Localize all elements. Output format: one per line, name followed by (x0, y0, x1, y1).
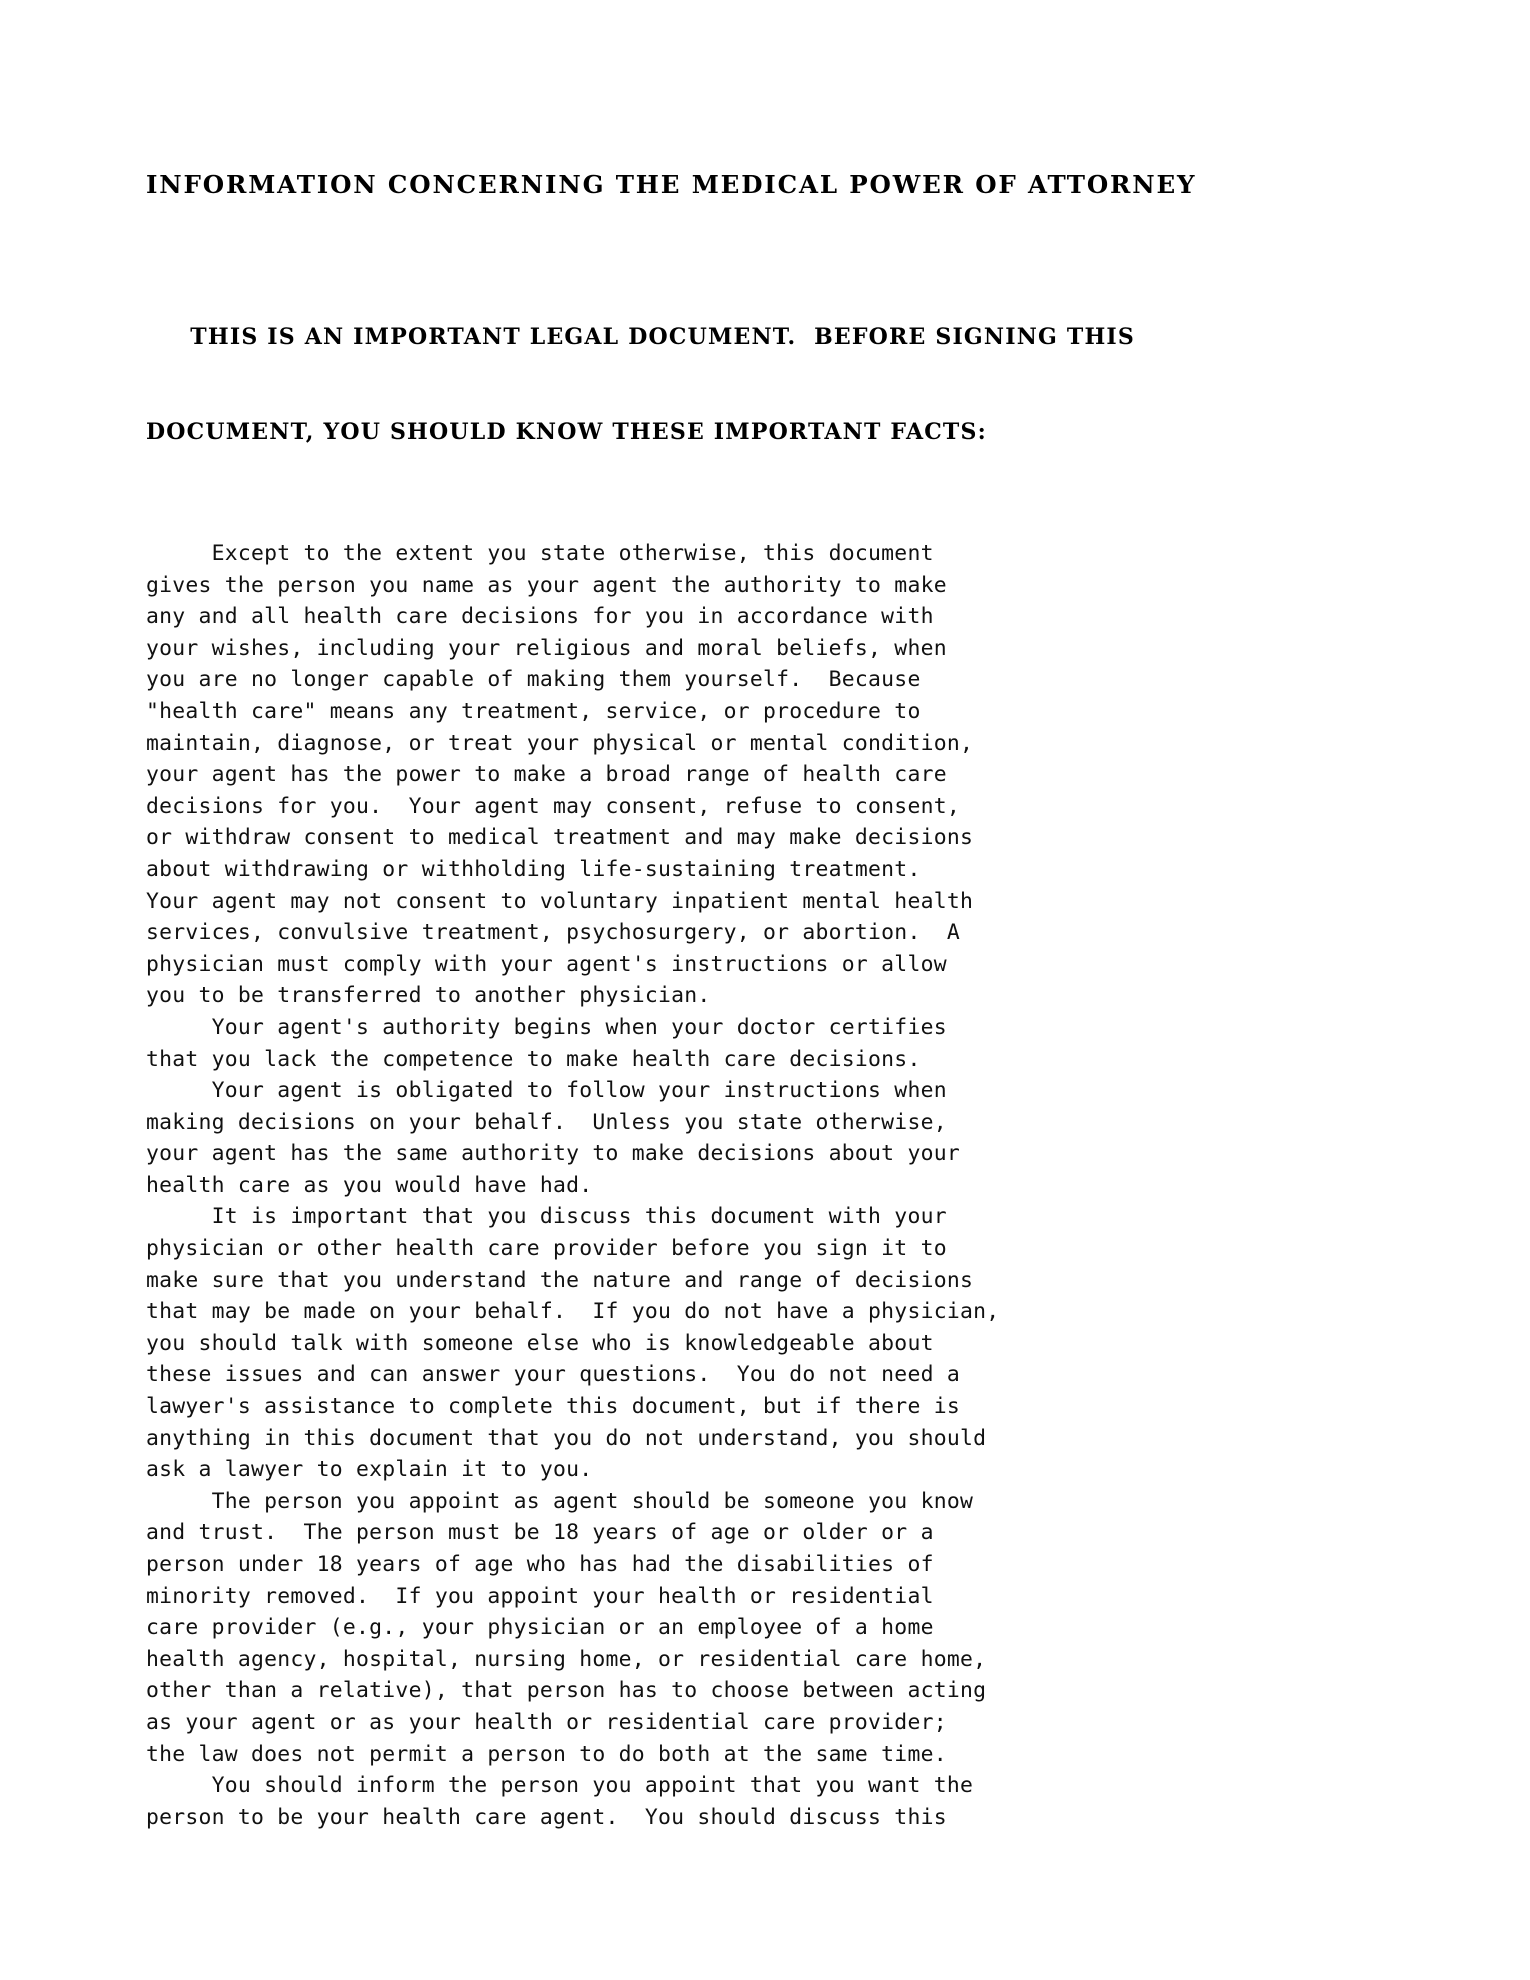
body-line: It is important that you discuss this document with your (146, 1204, 947, 1230)
body-line: about withdrawing or withholding life-sustaining treatment. (146, 856, 921, 882)
important-notice-line: DOCUMENT, YOU SHOULD KNOW THESE IMPORTANT FACTS: (146, 418, 987, 445)
body-line: physician or other health care provider before you sign it to (146, 1236, 947, 1262)
body-line: lawyer's assistance to complete this document, but if there is (146, 1394, 960, 1420)
document-body (146, 538, 1066, 1833)
body-line: any and all health care decisions for you in accordance with (146, 604, 934, 630)
body-line: care provider (e.g., your physician or an employee of a home (146, 1615, 934, 1641)
body-line: person to be your health care agent. You should discuss this (146, 1804, 947, 1830)
body-line: decisions for you. Your agent may consent, refuse to consent, (146, 793, 960, 819)
body-line: you to be transferred to another physician. (146, 983, 711, 1009)
body-line: the law does not permit a person to do both at the same time. (146, 1741, 947, 1767)
body-line: make sure that you understand the nature and range of decisions (146, 1267, 974, 1293)
body-line: your agent has the same authority to make decisions about your (146, 1141, 960, 1167)
body-line: that you lack the competence to make health care decisions. (146, 1046, 921, 1072)
body-line: and trust. The person must be 18 years of age or older or a (146, 1520, 934, 1546)
body-line: ask a lawyer to explain it to you. (146, 1457, 593, 1483)
body-line: Your agent is obligated to follow your instructions when (146, 1078, 947, 1104)
body-line: other than a relative), that person has to choose between acting (146, 1678, 987, 1704)
body-line: as your agent or as your health or residential care provider; (146, 1709, 947, 1735)
body-line: or withdraw consent to medical treatment and may make decisions (146, 825, 974, 851)
body-line: "health care" means any treatment, service, or procedure to (146, 698, 921, 724)
body-line: minority removed. If you appoint your health or residential (146, 1583, 934, 1609)
body-line: The person you appoint as agent should be someone you know (146, 1488, 974, 1514)
body-line: your agent has the power to make a broad range of health care (146, 762, 947, 788)
body-line: physician must comply with your agent's instructions or allow (146, 951, 947, 977)
body-line: You should inform the person you appoint that you want the (146, 1773, 974, 1799)
important-notice-block (146, 259, 1136, 511)
body-line: you are no longer capable of making them yourself. Because (146, 667, 921, 693)
document-content (146, 168, 1197, 1833)
body-line: gives the person you name as your agent the authority to make (146, 572, 947, 598)
important-notice-line: THIS IS AN IMPORTANT LEGAL DOCUMENT. BEFORE SIGNING THIS (146, 324, 1136, 350)
body-line: Except to the extent you state otherwise, this document (146, 541, 934, 566)
body-line: services, convulsive treatment, psychosurgery, or abortion. A (146, 920, 960, 946)
body-line: Your agent's authority begins when your doctor certifies (146, 1014, 947, 1040)
body-line: maintain, diagnose, or treat your physical or mental condition, (146, 730, 974, 756)
page-title: INFORMATION CONCERNING THE MEDICAL POWER OF ATTORNEY (146, 170, 1197, 199)
body-line: health care as you would have had. (146, 1172, 593, 1198)
body-line: your wishes, including your religious and moral beliefs, when (146, 635, 947, 661)
body-line: you should talk with someone else who is knowledgeable about (146, 1330, 934, 1356)
body-line: Your agent may not consent to voluntary inpatient mental health (146, 888, 974, 914)
body-line: these issues and can answer your questions. You do not need a (146, 1362, 960, 1388)
body-line: health agency, hospital, nursing home, or residential care home, (146, 1646, 987, 1672)
body-line: person under 18 years of age who has had the disabilities of (146, 1552, 934, 1577)
body-line: that may be made on your behalf. If you do not have a physician, (146, 1299, 1000, 1325)
body-line: making decisions on your behalf. Unless you state otherwise, (146, 1109, 947, 1135)
body-line: anything in this document that you do not understand, you should (146, 1425, 987, 1451)
